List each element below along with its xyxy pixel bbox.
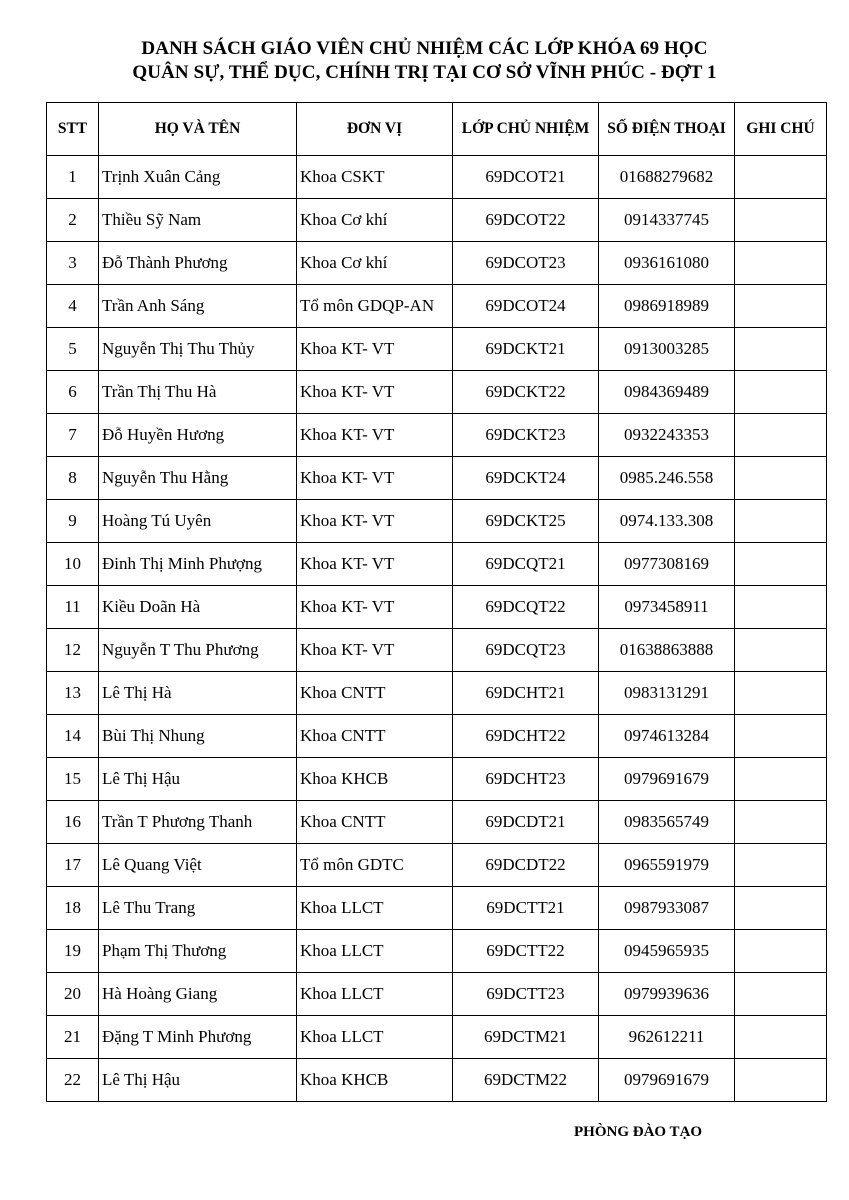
cell-phone: 0986918989 (599, 285, 735, 328)
cell-note (735, 500, 827, 543)
cell-note (735, 285, 827, 328)
cell-class: 69DCQT22 (453, 586, 599, 629)
cell-unit: Tổ môn GDTC (297, 844, 453, 887)
cell-note (735, 586, 827, 629)
cell-phone: 0945965935 (599, 930, 735, 973)
cell-phone: 0987933087 (599, 887, 735, 930)
cell-name: Trần T Phương Thanh (99, 801, 297, 844)
table-row (47, 328, 827, 371)
cell-note (735, 930, 827, 973)
cell-note (735, 1016, 827, 1059)
cell-unit: Khoa Cơ khí (297, 199, 453, 242)
cell-stt: 6 (47, 371, 99, 414)
cell-stt: 8 (47, 457, 99, 500)
table-body (47, 156, 827, 1102)
cell-class: 69DCTT22 (453, 930, 599, 973)
cell-name: Lê Thị Hậu (99, 1059, 297, 1102)
header-note: GHI CHÚ (735, 103, 827, 156)
cell-stt: 13 (47, 672, 99, 715)
table-row (47, 500, 827, 543)
cell-name: Phạm Thị Thương (99, 930, 297, 973)
cell-phone: 01638863888 (599, 629, 735, 672)
cell-phone: 0983565749 (599, 801, 735, 844)
cell-unit: Khoa Cơ khí (297, 242, 453, 285)
table-row (47, 543, 827, 586)
table-row (47, 715, 827, 758)
cell-unit: Khoa LLCT (297, 1016, 453, 1059)
cell-note (735, 887, 827, 930)
cell-phone: 0985.246.558 (599, 457, 735, 500)
cell-name: Nguyễn Thị Thu Thủy (99, 328, 297, 371)
cell-stt: 4 (47, 285, 99, 328)
cell-note (735, 543, 827, 586)
cell-phone: 01688279682 (599, 156, 735, 199)
cell-unit: Khoa CNTT (297, 672, 453, 715)
cell-name: Trần Thị Thu Hà (99, 371, 297, 414)
cell-class: 69DCOT22 (453, 199, 599, 242)
cell-phone: 0979691679 (599, 758, 735, 801)
cell-class: 69DCHT23 (453, 758, 599, 801)
header-name: HỌ VÀ TÊN (99, 103, 297, 156)
cell-stt: 10 (47, 543, 99, 586)
cell-class: 69DCKT24 (453, 457, 599, 500)
cell-note (735, 715, 827, 758)
table-row (47, 414, 827, 457)
cell-class: 69DCOT24 (453, 285, 599, 328)
table-row (47, 930, 827, 973)
footer-department: PHÒNG ĐÀO TẠO (574, 1124, 703, 1140)
table-row (47, 801, 827, 844)
cell-name: Nguyễn T Thu Phương (99, 629, 297, 672)
cell-note (735, 414, 827, 457)
cell-phone: 0984369489 (599, 371, 735, 414)
cell-phone: 0914337745 (599, 199, 735, 242)
cell-class: 69DCTT23 (453, 973, 599, 1016)
cell-note (735, 1059, 827, 1102)
cell-class: 69DCHT21 (453, 672, 599, 715)
cell-class: 69DCQT23 (453, 629, 599, 672)
cell-stt: 11 (47, 586, 99, 629)
cell-class: 69DCOT23 (453, 242, 599, 285)
cell-name: Thiều Sỹ Nam (99, 199, 297, 242)
cell-stt: 14 (47, 715, 99, 758)
table-row (47, 457, 827, 500)
cell-unit: Khoa KT- VT (297, 414, 453, 457)
cell-name: Lê Quang Việt (99, 844, 297, 887)
cell-name: Hà Hoàng Giang (99, 973, 297, 1016)
cell-name: Trần Anh Sáng (99, 285, 297, 328)
cell-unit: Khoa KHCB (297, 1059, 453, 1102)
table-row (47, 1059, 827, 1102)
cell-class: 69DCKT25 (453, 500, 599, 543)
cell-name: Đỗ Huyền Hương (99, 414, 297, 457)
cell-phone: 0974.133.308 (599, 500, 735, 543)
header-phone: SỐ ĐIỆN THOẠI (599, 103, 735, 156)
cell-phone: 0932243353 (599, 414, 735, 457)
cell-unit: Khoa CNTT (297, 715, 453, 758)
cell-unit: Khoa CNTT (297, 801, 453, 844)
cell-stt: 3 (47, 242, 99, 285)
cell-note (735, 242, 827, 285)
table-row (47, 887, 827, 930)
cell-class: 69DCTM22 (453, 1059, 599, 1102)
cell-phone: 0974613284 (599, 715, 735, 758)
cell-note (735, 457, 827, 500)
cell-stt: 22 (47, 1059, 99, 1102)
cell-name: Trịnh Xuân Cảng (99, 156, 297, 199)
cell-stt: 9 (47, 500, 99, 543)
header-unit: ĐƠN VỊ (297, 103, 453, 156)
cell-phone: 0979939636 (599, 973, 735, 1016)
cell-class: 69DCKT22 (453, 371, 599, 414)
cell-name: Đinh Thị Minh Phượng (99, 543, 297, 586)
cell-note (735, 758, 827, 801)
table-row (47, 199, 827, 242)
table-row (47, 629, 827, 672)
cell-name: Lê Thị Hà (99, 672, 297, 715)
cell-note (735, 371, 827, 414)
table-row (47, 242, 827, 285)
document-title-line-2: QUÂN SỰ, THỂ DỤC, CHÍNH TRỊ TẠI CƠ SỞ VĨNH PHÚC - ĐỢT 1 (132, 62, 717, 83)
cell-class: 69DCQT21 (453, 543, 599, 586)
cell-stt: 16 (47, 801, 99, 844)
cell-name: Lê Thu Trang (99, 887, 297, 930)
cell-note (735, 328, 827, 371)
cell-note (735, 199, 827, 242)
teacher-table (46, 102, 827, 1102)
cell-class: 69DCOT21 (453, 156, 599, 199)
cell-note (735, 156, 827, 199)
cell-name: Đỗ Thành Phương (99, 242, 297, 285)
cell-note (735, 629, 827, 672)
cell-name: Bùi Thị Nhung (99, 715, 297, 758)
cell-unit: Khoa KT- VT (297, 371, 453, 414)
cell-stt: 12 (47, 629, 99, 672)
cell-note (735, 672, 827, 715)
cell-class: 69DCDT22 (453, 844, 599, 887)
cell-unit: Khoa LLCT (297, 930, 453, 973)
cell-phone: 0973458911 (599, 586, 735, 629)
table-header-row (47, 103, 827, 156)
table-row (47, 1016, 827, 1059)
table-row (47, 586, 827, 629)
cell-note (735, 844, 827, 887)
cell-name: Kiều Doãn Hà (99, 586, 297, 629)
cell-unit: Khoa KT- VT (297, 500, 453, 543)
cell-note (735, 801, 827, 844)
cell-phone: 962612211 (599, 1016, 735, 1059)
cell-class: 69DCHT22 (453, 715, 599, 758)
table-row (47, 973, 827, 1016)
cell-stt: 17 (47, 844, 99, 887)
cell-unit: Khoa LLCT (297, 973, 453, 1016)
cell-phone: 0983131291 (599, 672, 735, 715)
cell-stt: 19 (47, 930, 99, 973)
cell-stt: 21 (47, 1016, 99, 1059)
cell-unit: Khoa LLCT (297, 887, 453, 930)
cell-unit: Khoa KT- VT (297, 328, 453, 371)
document-title-line-1: DANH SÁCH GIÁO VIÊN CHỦ NHIỆM CÁC LỚP KHÓA 69 HỌC (141, 38, 708, 59)
cell-stt: 18 (47, 887, 99, 930)
cell-stt: 1 (47, 156, 99, 199)
cell-stt: 7 (47, 414, 99, 457)
cell-unit: Tổ môn GDQP-AN (297, 285, 453, 328)
cell-phone: 0936161080 (599, 242, 735, 285)
cell-class: 69DCDT21 (453, 801, 599, 844)
table-row (47, 285, 827, 328)
table-row (47, 371, 827, 414)
cell-unit: Khoa KT- VT (297, 457, 453, 500)
cell-unit: Khoa KHCB (297, 758, 453, 801)
table-row (47, 672, 827, 715)
cell-phone: 0965591979 (599, 844, 735, 887)
header-stt: STT (47, 103, 99, 156)
cell-name: Hoàng Tú Uyên (99, 500, 297, 543)
cell-class: 69DCTT21 (453, 887, 599, 930)
cell-class: 69DCKT21 (453, 328, 599, 371)
table-row (47, 156, 827, 199)
table-row (47, 844, 827, 887)
table-row (47, 758, 827, 801)
cell-stt: 20 (47, 973, 99, 1016)
cell-class: 69DCTM21 (453, 1016, 599, 1059)
header-class: LỚP CHỦ NHIỆM (453, 103, 599, 156)
cell-name: Đặng T Minh Phương (99, 1016, 297, 1059)
cell-unit: Khoa KT- VT (297, 543, 453, 586)
cell-phone: 0979691679 (599, 1059, 735, 1102)
cell-note (735, 973, 827, 1016)
cell-stt: 5 (47, 328, 99, 371)
cell-unit: Khoa CSKT (297, 156, 453, 199)
cell-name: Nguyễn Thu Hằng (99, 457, 297, 500)
cell-class: 69DCKT23 (453, 414, 599, 457)
cell-stt: 2 (47, 199, 99, 242)
cell-unit: Khoa KT- VT (297, 586, 453, 629)
cell-unit: Khoa KT- VT (297, 629, 453, 672)
cell-name: Lê Thị Hậu (99, 758, 297, 801)
cell-phone: 0913003285 (599, 328, 735, 371)
cell-stt: 15 (47, 758, 99, 801)
cell-phone: 0977308169 (599, 543, 735, 586)
